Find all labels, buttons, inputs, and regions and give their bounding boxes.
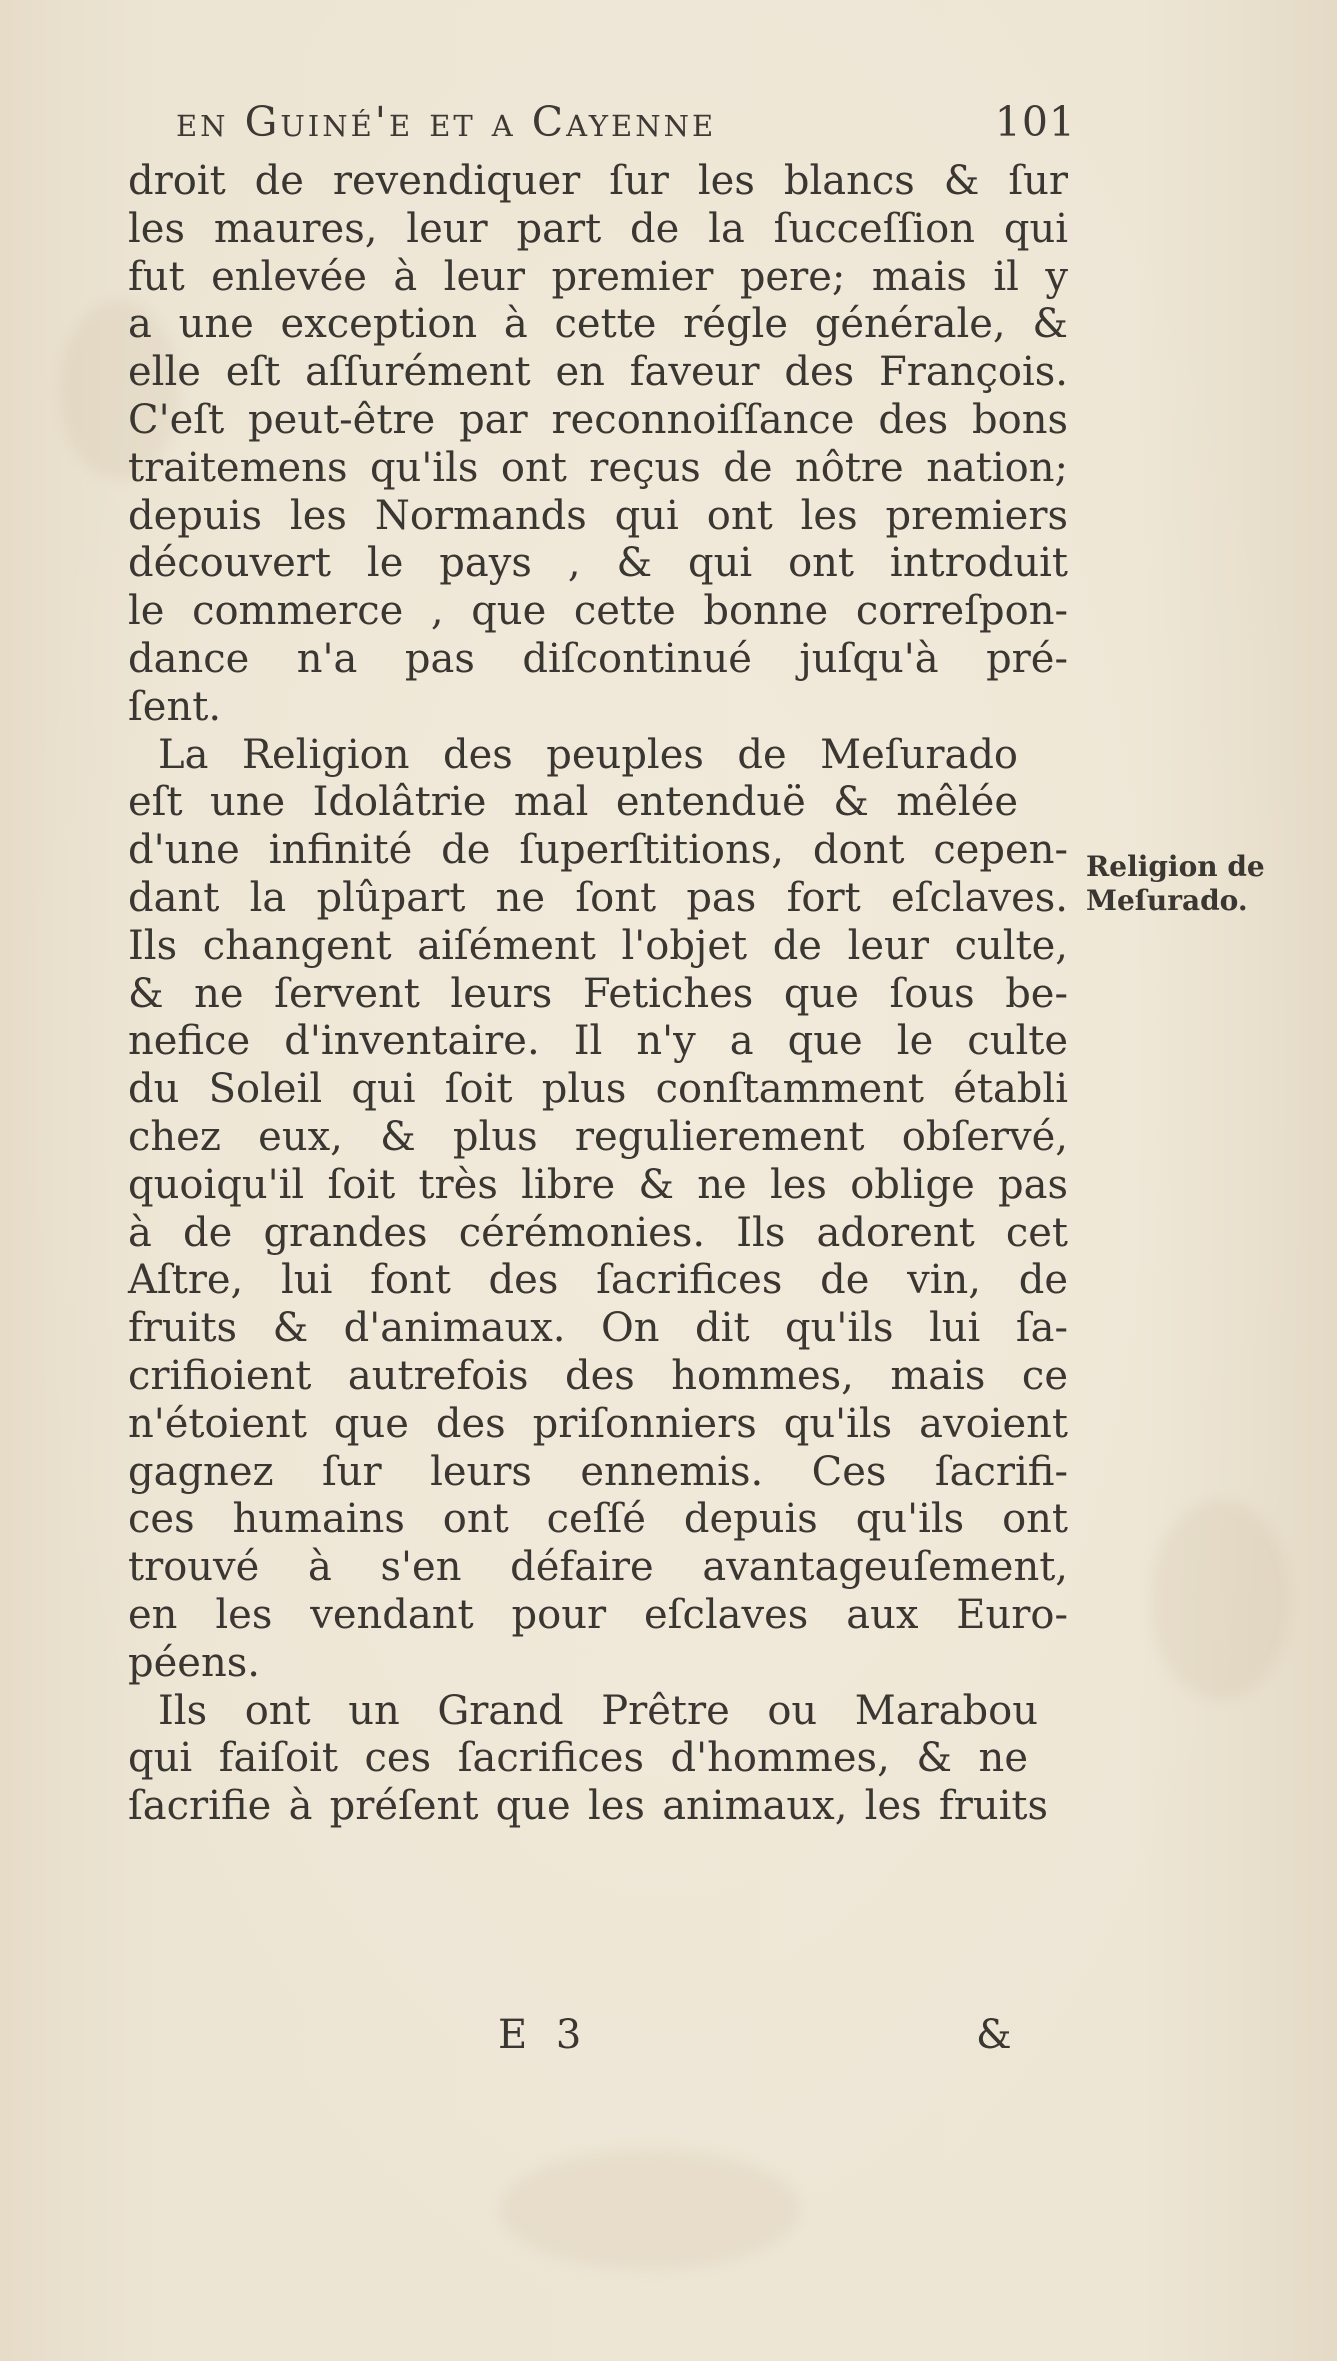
text-line: La Religion des peuples de Meſurado [158,731,1018,778]
text-line: crifioient autrefois des hommes, mais ce [128,1352,1068,1399]
text-line: gagnez ſur leurs ennemis. Ces ſacrifi- [128,1448,1068,1495]
paper-stain [500,2150,800,2270]
text-line: ces humains ont ceſſé depuis qu'ils ont [128,1496,1068,1543]
text-line: depuis les Normands qui ont les premiers [128,492,1068,539]
margin-note-line: Religion de [1086,850,1265,883]
text-line: traitemens qu'ils ont reçus de nôtre nation; [128,444,1068,491]
text-line: ſent. [128,683,222,730]
page-number: 101 [994,98,1076,146]
margin-note [1086,850,1266,918]
text-line: qui faiſoit ces ſacrifices d'hommes, & ne [128,1735,1028,1782]
text-line: découvert le pays , & qui ont introduit [128,540,1068,587]
text-line: & ne ſervent leurs Fetiches que ſous be- [128,970,1068,1017]
running-title: en Guiné'e et a Cayenne [176,98,717,146]
text-line: elle eſt aſſurément en faveur des François. [128,349,1068,396]
text-line: Ils ont un Grand Prêtre ou Marabou [158,1687,1038,1734]
text-line: dance n'a pas diſcontinué juſqu'à pré- [128,635,1068,682]
text-line: en les vendant pour eſclaves aux Euro- [128,1591,1068,1638]
margin-note-line: Meſurado. [1086,884,1248,917]
text-line: Aſtre, lui font des ſacrifices de vin, de [128,1257,1068,1304]
text-line: dant la plûpart ne ſont pas fort eſclaves. [128,874,1068,921]
text-line: nefice d'inventaire. Il n'y a que le culte [128,1018,1068,1065]
text-line: à de grandes cérémonies. Ils adorent cet [128,1209,1068,1256]
paper-stain [1150,1500,1290,1700]
text-line: C'eſt peut-être par reconnoiſſance des bons [128,396,1068,443]
page-footer [0,2012,1337,2062]
text-line: fruits & d'animaux. On dit qu'ils lui ſa- [128,1305,1068,1352]
signature-mark: E 3 [498,2012,590,2058]
text-line: ſacrifie à préſent que les animaux, les fruits [128,1783,1048,1830]
page-header [176,98,1076,146]
text-line: n'étoient que des priſonniers qu'ils avoient [128,1400,1068,1447]
text-line: chez eux, & plus regulierement obſervé, [128,1113,1068,1160]
text-line: a une exception à cette régle générale, & [128,301,1068,348]
text-line: d'une infinité de ſuperſtitions, dont cepen- [128,827,1068,874]
text-line: le commerce , que cette bonne correſpon- [128,588,1068,635]
text-line: Ils changent aiſément l'objet de leur culte, [128,922,1068,969]
text-line: fut enlevée à leur premier pere; mais il y [128,253,1068,300]
text-line: trouvé à s'en défaire avantageuſement, [128,1544,1068,1591]
catchword: & [976,2012,1012,2058]
text-line: quoiqu'il ſoit très libre & ne les oblige pas [128,1161,1068,1208]
text-line: péens. [128,1639,260,1686]
text-line: du Soleil qui ſoit plus conſtamment établi [128,1066,1068,1113]
text-line: droit de revendiquer ſur les blancs & ſur [128,158,1068,204]
body-text [128,158,1068,1831]
text-line: les maures, leur part de la ſucceſſion qui [128,205,1068,252]
text-line: eſt une Idolâtrie mal entenduë & mêlée [128,779,1018,826]
